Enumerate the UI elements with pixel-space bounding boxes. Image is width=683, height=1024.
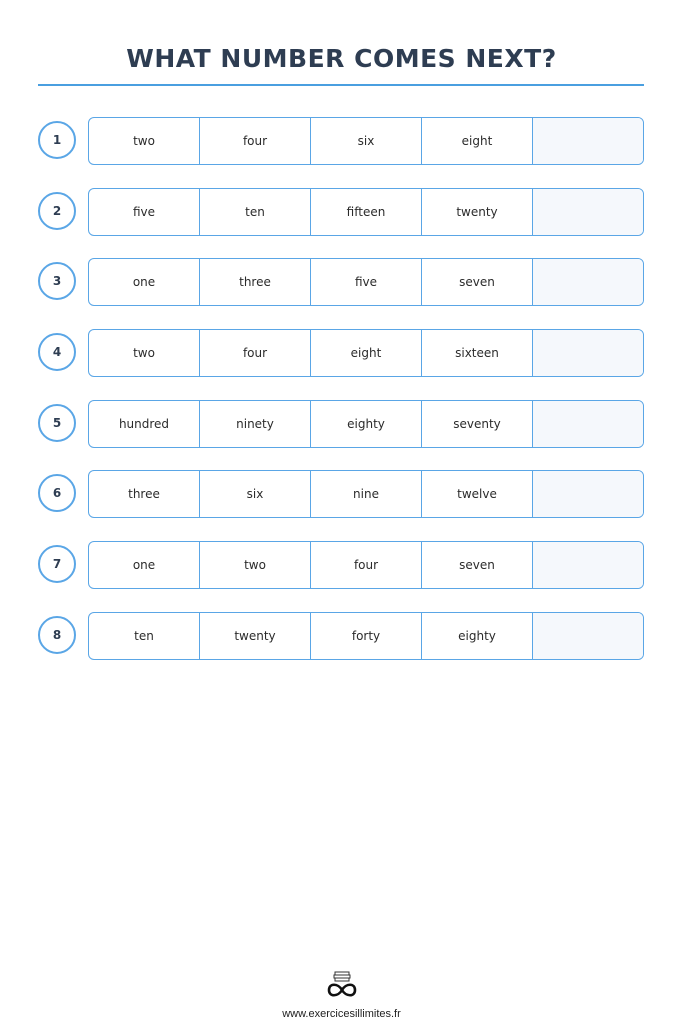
- row-number-badge: 4: [38, 333, 76, 371]
- sequence-cell: seven: [422, 259, 533, 305]
- sequence-cell: fifteen: [311, 189, 422, 235]
- sequence-strip: [88, 400, 644, 448]
- sequence-cell: three: [89, 471, 200, 517]
- sequence-cell: four: [200, 330, 311, 376]
- sequence-cell: seven: [422, 542, 533, 588]
- exercise-row-5: [38, 400, 644, 448]
- sequence-strip: [88, 188, 644, 236]
- sequence-cell: ninety: [200, 401, 311, 447]
- sequence-cell: sixteen: [422, 330, 533, 376]
- sequence-strip: [88, 117, 644, 165]
- sequence-cell: two: [89, 330, 200, 376]
- sequence-cell: seventy: [422, 401, 533, 447]
- footer-website-url[interactable]: www.exercicesillimites.fr: [282, 1008, 401, 1020]
- answer-box[interactable]: [533, 613, 643, 659]
- exercise-row-7: [38, 541, 644, 589]
- sequence-cell: ten: [89, 613, 200, 659]
- sequence-cell: three: [200, 259, 311, 305]
- title-divider: [38, 84, 644, 86]
- sequence-strip: [88, 329, 644, 377]
- answer-box[interactable]: [533, 471, 643, 517]
- sequence-cell: five: [89, 189, 200, 235]
- exercise-row-6: [38, 470, 644, 518]
- sequence-strip: [88, 612, 644, 660]
- exercise-row-4: [38, 329, 644, 377]
- sequence-cell: eight: [311, 330, 422, 376]
- sequence-strip: [88, 258, 644, 306]
- sequence-cell: four: [200, 118, 311, 164]
- sequence-strip: [88, 470, 644, 518]
- row-number-badge: 2: [38, 192, 76, 230]
- answer-box[interactable]: [533, 330, 643, 376]
- answer-box[interactable]: [533, 118, 643, 164]
- answer-box[interactable]: [533, 401, 643, 447]
- sequence-cell: one: [89, 542, 200, 588]
- sequence-cell: two: [200, 542, 311, 588]
- exercise-row-1: [38, 117, 644, 165]
- sequence-cell: ten: [200, 189, 311, 235]
- row-number-badge: 3: [38, 262, 76, 300]
- row-number-badge: 7: [38, 545, 76, 583]
- exercise-list: [38, 117, 644, 683]
- answer-box[interactable]: [533, 542, 643, 588]
- sequence-cell: one: [89, 259, 200, 305]
- answer-box[interactable]: [533, 189, 643, 235]
- sequence-cell: eighty: [311, 401, 422, 447]
- sequence-cell: two: [89, 118, 200, 164]
- exercise-row-3: [38, 258, 644, 306]
- row-number-badge: 1: [38, 121, 76, 159]
- sequence-cell: hundred: [89, 401, 200, 447]
- page-title: WHAT NUMBER COMES NEXT?: [126, 44, 557, 73]
- sequence-cell: six: [311, 118, 422, 164]
- sequence-cell: twenty: [422, 189, 533, 235]
- sequence-cell: six: [200, 471, 311, 517]
- infinity-books-logo-icon: [325, 970, 359, 1000]
- sequence-cell: eight: [422, 118, 533, 164]
- sequence-cell: eighty: [422, 613, 533, 659]
- sequence-strip: [88, 541, 644, 589]
- sequence-cell: nine: [311, 471, 422, 517]
- sequence-cell: twelve: [422, 471, 533, 517]
- sequence-cell: five: [311, 259, 422, 305]
- exercise-row-2: [38, 188, 644, 236]
- answer-box[interactable]: [533, 259, 643, 305]
- row-number-badge: 6: [38, 474, 76, 512]
- sequence-cell: forty: [311, 613, 422, 659]
- sequence-cell: twenty: [200, 613, 311, 659]
- row-number-badge: 8: [38, 616, 76, 654]
- exercise-row-8: [38, 612, 644, 660]
- row-number-badge: 5: [38, 404, 76, 442]
- sequence-cell: four: [311, 542, 422, 588]
